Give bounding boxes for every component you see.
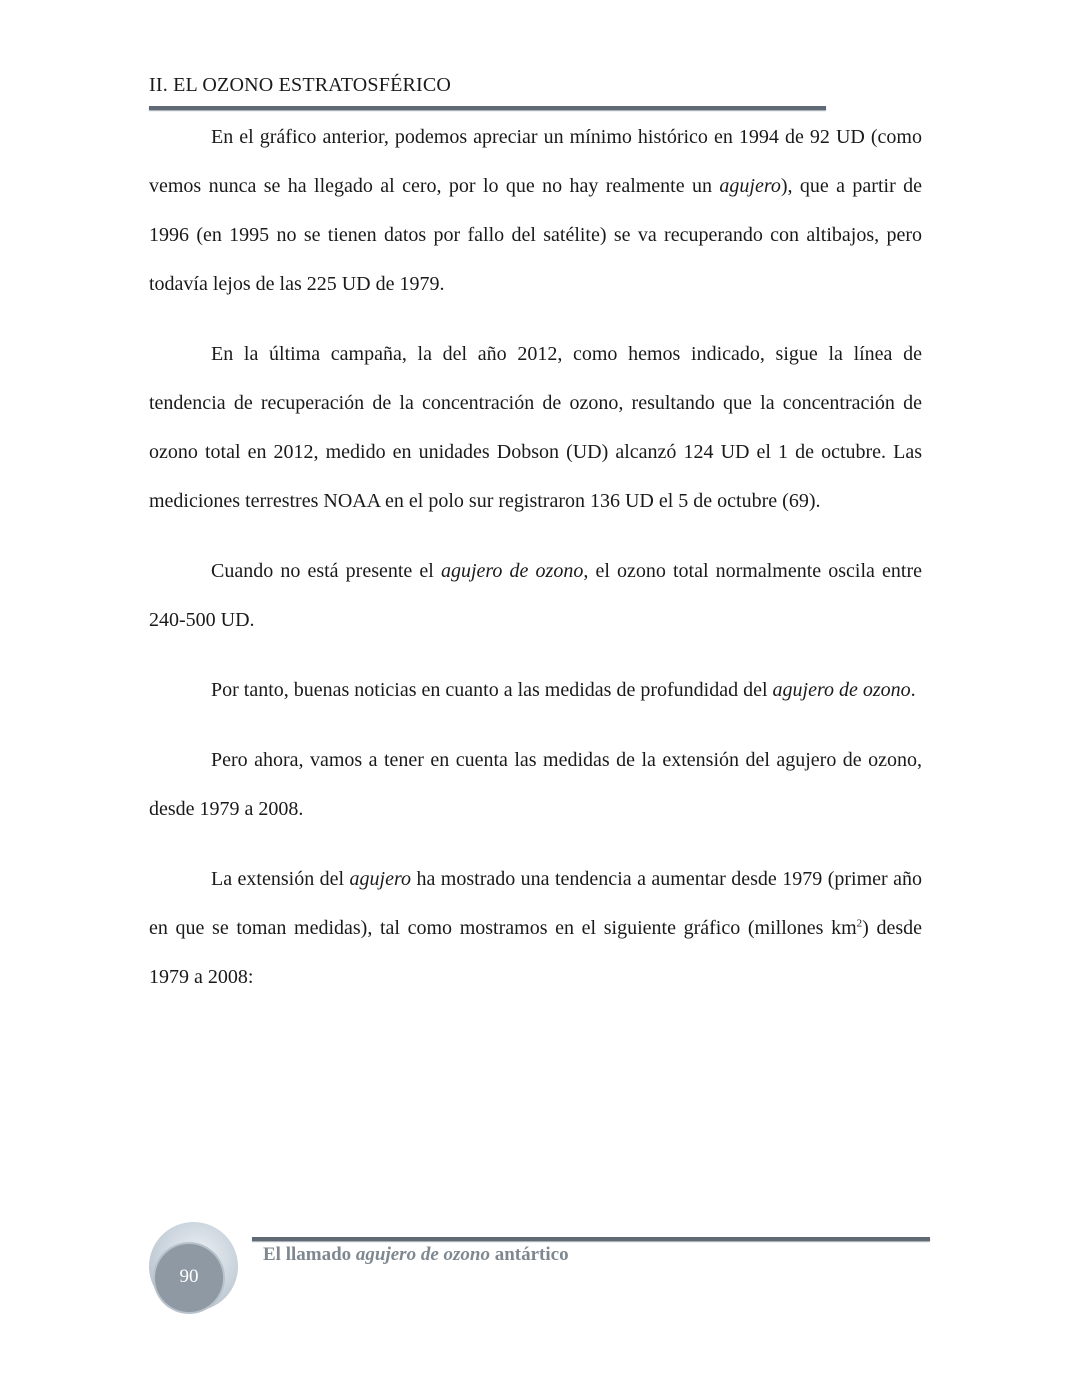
footer-title-b: antártico [489,1244,569,1265]
paragraph-1-text-b: ), que a partir de 1996 (en 1995 no se tienen datos por fallo del satélite) se va recuperando con altibajos, pero todavía lejos de las 225 UD de 1979. [149,175,923,295]
running-footer-title [263,1244,569,1266]
paragraph-5-text: Pero ahora, vamos a tener en cuenta las medidas de la extensión del agujero de ozono, desde 1979 a 2008. [149,749,922,820]
paragraph-3-text-a: Cuando no está presente el [211,560,441,582]
paragraph-4-italic: agujero de ozono [772,679,911,701]
paragraph-6-italic: agujero [349,868,412,890]
paragraph-1-italic: agujero [719,175,781,197]
footer-title-a: El llamado [263,1244,356,1265]
footer-title-italic: agujero de ozono [355,1244,490,1265]
paragraph-3 [149,547,922,645]
paragraph-4-text-b: . [910,679,916,701]
page-number: 90 [179,1266,199,1287]
header-rule [149,106,826,110]
paragraph-1 [149,113,922,309]
paragraph-6-text-c: ) desde 1979 a 2008: [149,917,922,988]
paragraph-5 [149,736,922,834]
running-header: II. EL OZONO ESTRATOSFÉRICO [149,74,452,96]
footer-rule [252,1237,930,1241]
paragraph-6-text-b: ha mostrado una tendencia a aumentar desde 1979 (primer año en que se toman medidas), tal como mostramos en el siguiente gráfico (millones km [149,868,922,939]
paragraph-2-text: En la última campaña, la del año 2012, como hemos indicado, sigue la línea de tendencia de recuperación de la concentración de ozono, resultando que la concentración de ozono total en 2012, medido en unidades Dobson (UD) alcanzó 124 UD el 1 de octubre. Las mediciones terrestres NOAA en el polo sur registraron 136 UD el 5 de octubre (69). [149,343,922,512]
superscript-2: 2 [856,917,863,930]
paragraph-6 [149,855,922,1002]
paragraph-4-text-a: Por tanto, buenas noticias en cuanto a las medidas de profundidad del [211,679,773,701]
body-text [149,113,922,1023]
paragraph-3-text-b: , el ozono total normalmente oscila entre 240-500 UD. [149,560,923,631]
paragraph-2 [149,330,922,526]
paragraph-1-text-a: En el gráfico anterior, podemos apreciar un mínimo histórico en 1994 de 92 UD (como vemos nunca se ha llegado al cero, por lo que no hay realmente un [149,126,922,197]
paragraph-3-italic: agujero de ozono [440,560,584,582]
paragraph-4 [149,666,922,715]
paragraph-6-text-a: La extensión del [211,868,350,890]
